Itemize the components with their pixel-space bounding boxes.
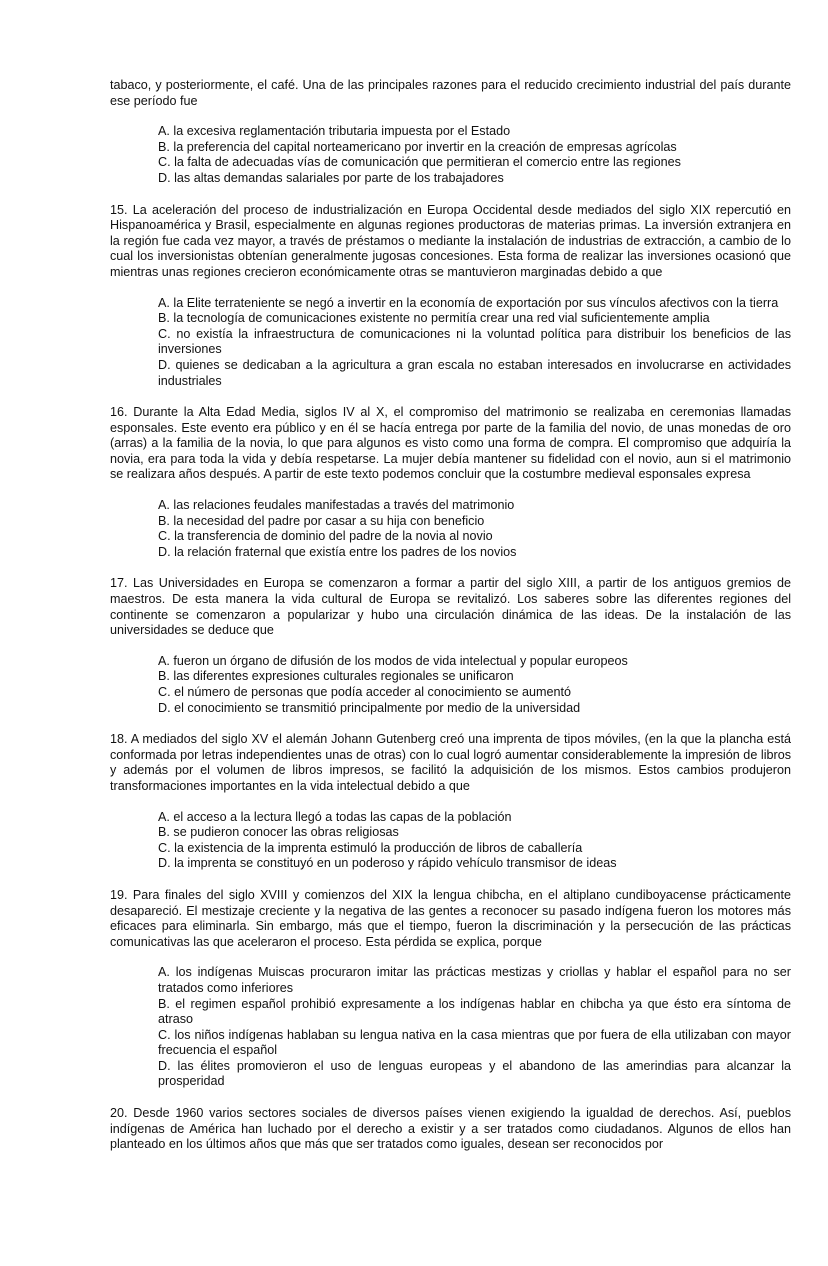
answer-options [158, 296, 791, 390]
option-a: A. fueron un órgano de difusión de los modos de vida intelectual y popular europeos [158, 653, 628, 668]
option-d: D. quienes se dedicaban a la agricultura a gran escala no estaban interesados en involucrarse en actividades industriales [158, 357, 791, 388]
answer-options [158, 654, 791, 716]
answer-options [158, 124, 791, 186]
question-stem: 15. La aceleración del proceso de industrialización en Europa Occidental desde mediados del siglo XIX repercutió en Hispanoamérica y Brasil, especialmente en algunas regiones productoras de materias primas. La inversión extranjera en la región fue cada vez mayor, a través de préstamos o mediante la instalación de industrias de extracción, a cambio de lo cual los inversionistas obtenían generalmente jugosas concesiones. Esta forma de realizar las inversiones ocasionó que mientras unas regiones crecieron económicamente otras se mantuvieron marginadas debido a que [110, 202, 791, 279]
option-a: A. la excesiva reglamentación tributaria impuesta por el Estado [158, 124, 511, 139]
document-content [110, 78, 791, 1153]
question-stem: 20. Desde 1960 varios sectores sociales de diversos países vienen exigiendo la igualdad de derechos. Así, pueblos indígenas de América han luchado por el derecho a existir y a ser tratados como ciudadanos. Algunos de ellos han planteado en los últimos años que más que ser tratados como iguales, desean ser reconocidos por [110, 1106, 791, 1152]
option-b: B. el regimen español prohibió expresamente a los indígenas hablar en chibcha ya que ésto era síntoma de atraso [158, 996, 791, 1027]
question-14-continuation [110, 78, 791, 187]
option-d: D. la relación fraternal que existía entre los padres de los novios [158, 544, 517, 559]
question-stem: 17. Las Universidades en Europa se comenzaron a formar a partir del siglo XIII, a partir de los antiguos gremios de maestros. De esta manera la vida cultural de Europa se revitalizó. Los saberes sobre las diferentes regiones del continente se comenzaron a popularizar y hubo una circulación dinámica de las ideas. De la instalación de las universidades se deduce que [110, 576, 791, 638]
option-c: C. la falta de adecuadas vías de comunicación que permitieran el comercio entre las regiones [158, 155, 681, 170]
question-16 [110, 405, 791, 560]
question-18 [110, 732, 791, 872]
option-a: A. las relaciones feudales manifestadas a través del matrimonio [158, 498, 515, 513]
option-c: C. la transferencia de dominio del padre de la novia al novio [158, 529, 493, 544]
option-a: A. el acceso a la lectura llegó a todas las capas de la población [158, 809, 512, 824]
question-stem: tabaco, y posteriormente, el café. Una de las principales razones para el reducido crecimiento industrial del país durante ese período fue [110, 78, 791, 108]
question-stem: 18. A mediados del siglo XV el alemán Johann Gutenberg creó una imprenta de tipos móviles, (en la que la plancha está conformada por letras independientes unas de otras) con lo cual logró aumentar considerablemente la impresión de libros y además por el volumen de libros impresos, se facilitó la adquisición de los mismos. Estos cambios produjeron transformaciones importantes en la vida intelectual debido a que [110, 732, 791, 793]
option-d: D. la imprenta se constituyó en un poderoso y rápido vehículo transmisor de ideas [158, 856, 617, 871]
option-b: B. las diferentes expresiones culturales regionales se unificaron [158, 669, 514, 684]
option-b: B. la tecnología de comunicaciones existente no permitía crear una red vial suficientemente amplia [158, 311, 710, 326]
option-a: A. la Elite terrateniente se negó a invertir en la economía de exportación por sus vínculos afectivos con la tierra [158, 295, 779, 310]
option-c: C. el número de personas que podía acceder al conocimiento se aumentó [158, 685, 572, 699]
option-a: A. los indígenas Muiscas procuraron imitar las prácticas mestizas y criollas y hablar el español para no ser tratados como inferiores [158, 965, 791, 995]
option-d: D. las altas demandas salariales por parte de los trabajadores [158, 170, 504, 185]
question-stem: 19. Para finales del siglo XVIII y comienzos del XIX la lengua chibcha, en el altiplano cundiboyacense prácticamente desapareció. El mestizaje creciente y la negativa de las gentes a reconocer su pasado indígena fueron los motores más eficaces para eliminarla. Sin embargo, más que el tiempo, fueron la discriminación y la persecución de las prácticas comunicativas las que aceleraron el proceso. Esta pérdida se explica, porque [110, 887, 791, 949]
answer-options [158, 810, 791, 872]
option-d: D. las élites promovieron el uso de lenguas europeas y el abandono de las amerindias para alcanzar la prosperidad [158, 1058, 791, 1089]
option-d: D. el conocimiento se transmitió principalmente por medio de la universidad [158, 700, 581, 715]
answer-options [158, 965, 791, 1090]
option-b: B. la preferencia del capital norteamericano por invertir en la creación de empresas agrícolas [158, 139, 677, 154]
question-stem: 16. Durante la Alta Edad Media, siglos IV al X, el compromiso del matrimonio se realizaba en ceremonias llamadas esponsales. Este evento era público y en él se hacía entrega por parte de la familia del novio, de unas monedas de oro (arras) a la familia de la novia, lo que para algunos es visto como una forma de compra. El compromiso que adquiría la novia, era para toda la vida y debía respetarse. La mujer debía mantener su fidelidad con el novio, aun si el matrimonio se realizara años después. A partir de este texto podemos concluir que la costumbre medieval esponsales expresa [110, 405, 791, 482]
question-20 [110, 1106, 791, 1153]
option-b: B. la necesidad del padre por casar a su hija con beneficio [158, 513, 485, 528]
question-15 [110, 203, 791, 390]
option-c: C. la existencia de la imprenta estimuló la producción de libros de caballería [158, 840, 583, 855]
question-19 [110, 888, 791, 1090]
option-c: C. los niños indígenas hablaban su lengua nativa en la casa mientras que por fuera de ella utilizaban con mayor frecuencia el español [158, 1027, 791, 1058]
question-17 [110, 576, 791, 716]
option-b: B. se pudieron conocer las obras religiosas [158, 825, 399, 840]
option-c: C. no existía la infraestructura de comunicaciones ni la voluntad política para distribuir los beneficios de las inversiones [158, 326, 791, 357]
answer-options [158, 498, 791, 560]
